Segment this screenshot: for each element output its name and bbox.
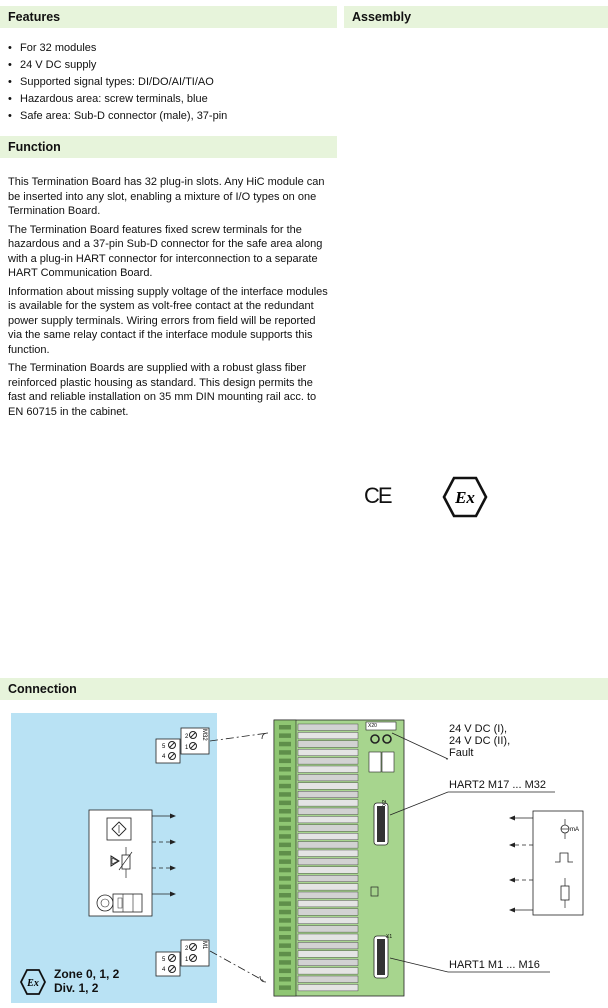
screw-terminal: [279, 952, 291, 957]
module-label-top: M32: [201, 729, 207, 741]
module-slot: [298, 800, 358, 807]
terminal-block-top: [156, 728, 209, 763]
feature-item: • Safe area: Sub-D connector (male), 37-pin: [8, 108, 227, 125]
hart1-label: HART1 M1 ... M16: [449, 959, 540, 971]
terminal-number: 5: [162, 744, 166, 750]
terminal-number: 2: [185, 946, 189, 952]
module-slot: [298, 959, 358, 966]
module-slot: [298, 842, 358, 849]
field-device-group: [89, 810, 176, 916]
connection-header: [0, 678, 608, 700]
screw-terminal: [279, 809, 291, 814]
module-slot: [298, 951, 358, 958]
feature-item: • 24 V DC supply: [8, 57, 227, 74]
function-header: [0, 136, 337, 158]
ce-mark-icon: CE: [364, 483, 391, 508]
screw-terminal: [279, 843, 291, 848]
module-slot: [298, 741, 358, 748]
module-slot: [298, 942, 358, 949]
module-slot: [298, 976, 358, 983]
supply-label-line: Fault: [449, 747, 474, 759]
feature-item: • For 32 modules: [8, 40, 227, 57]
module-slot: [298, 867, 358, 874]
x1-label: X1: [386, 934, 393, 940]
function-paragraph: Information about missing supply voltage of the interface modules is available for the system as volt-free contact at the redundant power supply terminals. Wiring errors from field will be reported via the same relay contact if the interface module supports this function.: [8, 285, 328, 356]
supply-label-line: 24 V DC (I),: [449, 723, 508, 735]
module-slot: [298, 900, 358, 907]
module-slot: [298, 884, 358, 891]
module-slot: [298, 732, 358, 739]
assembly-title: Assembly: [352, 10, 412, 24]
feature-item: • Hazardous area: screw terminals, blue: [8, 91, 227, 108]
function-paragraph: This Termination Board has 32 plug-in slots. Any HiC module can be inserted into any slot, enabling a mixture of I/O types on one Termination Board.: [8, 176, 325, 217]
function-paragraph: The Termination Boards are supplied with a robust glass fiber reinforced plastic housing as standard. This design permits the fast and reliable installation on 35 mm DIN mounting rail acc. to EN 60715 in the cabinet.: [8, 362, 317, 418]
screw-terminal: [279, 893, 291, 898]
ex-small-icon: [21, 970, 45, 994]
features-header: [0, 6, 337, 28]
screw-terminal: [279, 885, 291, 890]
module-slot: [298, 791, 358, 798]
module-slot: [298, 766, 358, 773]
module-slot: [298, 749, 358, 756]
ex-mark-text: Ex: [455, 488, 475, 507]
screw-terminal: [279, 759, 291, 764]
terminal-number: 1: [185, 745, 189, 751]
module-slot: [298, 917, 358, 924]
screw-terminal: [279, 725, 291, 730]
screw-terminal: [279, 868, 291, 873]
x20-label: X20: [368, 723, 377, 729]
terminal-number: 4: [162, 967, 166, 973]
screw-terminal: [279, 943, 291, 948]
terminal-number: 1: [185, 957, 189, 963]
screw-terminal: [279, 985, 291, 990]
screw-terminal: [279, 792, 291, 797]
ex-mark-icon: [442, 476, 488, 518]
screw-terminal: [279, 960, 291, 965]
features-title: Features: [8, 10, 61, 24]
function-paragraph: The Termination Board features fixed screw terminals for the hazardous and a 37-pin Sub-D connector for the safe area along with a plug-in HART connector for interconnection to a separate HART Communication Board.: [8, 223, 323, 279]
termination-board: [274, 720, 404, 996]
screw-terminal: [279, 817, 291, 822]
feature-item: • Supported signal types: DI/DO/AI/TI/AO: [8, 74, 227, 91]
module-slot: [298, 833, 358, 840]
module-slot: [298, 984, 358, 991]
screw-terminal: [279, 876, 291, 881]
assembly-header: [344, 6, 608, 28]
module-slot: [298, 758, 358, 765]
module-slot: [298, 724, 358, 731]
module-slot: [298, 858, 358, 865]
function-text: [8, 175, 330, 423]
motor-icon: [97, 895, 113, 911]
screw-terminal: [279, 784, 291, 789]
ma-label: mA: [570, 827, 579, 833]
supply-label-line: 24 V DC (II),: [449, 735, 511, 747]
module-slot: [298, 850, 358, 857]
features-list: [8, 40, 227, 125]
module-label-bottom: M1: [201, 941, 207, 950]
module-slot: [298, 909, 358, 916]
screw-terminal: [279, 977, 291, 982]
zone-label: [54, 967, 119, 995]
screw-terminal: [279, 910, 291, 915]
x2-label: X2: [382, 799, 388, 806]
screw-terminal: [279, 859, 291, 864]
module-slot: [298, 875, 358, 882]
module-slot: [298, 783, 358, 790]
zone-line-1: Zone 0, 1, 2: [54, 967, 120, 981]
connection-title: Connection: [8, 682, 77, 696]
module-slot: [298, 808, 358, 815]
module-slot: [298, 968, 358, 975]
screw-terminal: [279, 767, 291, 772]
module-slot: [298, 934, 358, 941]
screw-terminal: [279, 927, 291, 932]
module-slot: [298, 892, 358, 899]
function-title: Function: [8, 140, 61, 154]
screw-terminal: [279, 834, 291, 839]
resistor-icon: [561, 886, 569, 900]
terminal-number: 5: [162, 957, 166, 963]
screw-terminal: [279, 775, 291, 780]
supply-label: [449, 723, 510, 759]
screw-terminal: [279, 733, 291, 738]
zone-line-2: Div. 1, 2: [54, 981, 99, 995]
screw-terminal: [279, 826, 291, 831]
hart2-label: HART2 M17 ... M32: [449, 779, 546, 791]
ex-small-text: Ex: [27, 978, 39, 989]
screw-terminal: [279, 935, 291, 940]
module-slot: [298, 825, 358, 832]
module-slot: [298, 816, 358, 823]
safe-area-device: [509, 811, 583, 915]
screw-terminal: [279, 742, 291, 747]
screw-terminal: [279, 901, 291, 906]
terminal-number: 2: [185, 734, 189, 740]
module-slot: [298, 774, 358, 781]
terminal-number: 4: [162, 754, 166, 760]
terminal-block-bottom: [156, 940, 209, 976]
screw-terminal: [279, 969, 291, 974]
screw-terminal: [279, 851, 291, 856]
screw-terminal: [279, 750, 291, 755]
screw-terminal: [279, 801, 291, 806]
module-slot: [298, 926, 358, 933]
screw-terminal: [279, 918, 291, 923]
